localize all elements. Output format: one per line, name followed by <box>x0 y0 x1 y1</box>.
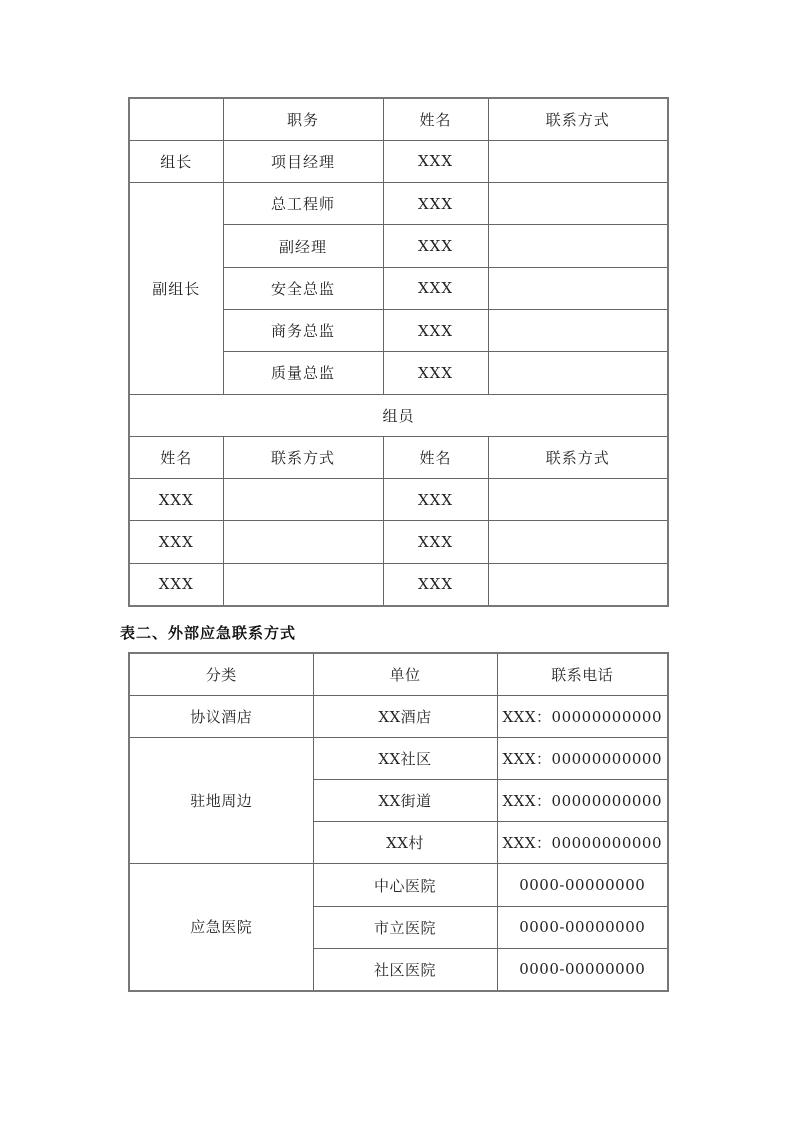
table-row-hotel <box>129 695 668 737</box>
member-name-cell: XXX <box>383 479 488 521</box>
leader-role-cell: 组长 <box>129 140 223 182</box>
unit-cell: 社区医院 <box>313 948 497 990</box>
unit-cell: XX村 <box>313 822 497 864</box>
phone-cell: 0000-00000000 <box>497 864 668 906</box>
header-cell-phone: 联系电话 <box>497 653 668 695</box>
deputy-name-cell: XXX <box>383 309 488 351</box>
deputy-position-cell: 副经理 <box>223 225 383 267</box>
unit-cell: 中心医院 <box>313 864 497 906</box>
member-contact-cell <box>488 521 668 563</box>
header-cell-category: 分类 <box>129 653 313 695</box>
table-row-member <box>129 521 668 563</box>
header-cell-position: 职务 <box>223 98 383 140</box>
external-contacts-table <box>128 652 669 992</box>
phone-cell: 0000-00000000 <box>497 948 668 990</box>
member-name-cell: XXX <box>129 521 223 563</box>
phone-cell: 0000-00000000 <box>497 906 668 948</box>
category-cell: 驻地周边 <box>129 737 313 864</box>
deputy-contact-cell <box>488 309 668 351</box>
deputy-contact-cell <box>488 267 668 309</box>
deputy-contact-cell <box>488 225 668 267</box>
deputy-name-cell: XXX <box>383 352 488 394</box>
header-cell-contact: 联系方式 <box>488 98 668 140</box>
table-row-member <box>129 479 668 521</box>
unit-cell: 市立医院 <box>313 906 497 948</box>
phone-cell: XXX：00000000000 <box>497 822 668 864</box>
members-section-row <box>129 394 668 436</box>
members-header-contact: 联系方式 <box>223 436 383 478</box>
members-section-label: 组员 <box>129 394 668 436</box>
table-header-row <box>129 98 668 140</box>
category-cell: 应急医院 <box>129 864 313 991</box>
member-contact-cell <box>488 563 668 605</box>
table-row-deputy <box>129 183 668 225</box>
members-header-contact: 联系方式 <box>488 436 668 478</box>
deputy-contact-cell <box>488 183 668 225</box>
member-name-cell: XXX <box>383 563 488 605</box>
member-contact-cell <box>223 479 383 521</box>
deputy-position-cell: 质量总监 <box>223 352 383 394</box>
table-row <box>129 864 668 906</box>
header-cell-blank <box>129 98 223 140</box>
table-header-row <box>129 653 668 695</box>
member-contact-cell <box>223 563 383 605</box>
table-row-leader <box>129 140 668 182</box>
members-header-row <box>129 436 668 478</box>
table2-title: 表二、外部应急联系方式 <box>120 624 297 642</box>
member-name-cell: XXX <box>129 479 223 521</box>
category-cell: 协议酒店 <box>129 695 313 737</box>
deputy-role-cell: 副组长 <box>129 183 223 394</box>
deputy-position-cell: 总工程师 <box>223 183 383 225</box>
deputy-name-cell: XXX <box>383 183 488 225</box>
member-name-cell: XXX <box>129 563 223 605</box>
emergency-team-table <box>128 97 669 607</box>
unit-cell: XX街道 <box>313 780 497 822</box>
members-header-name: 姓名 <box>383 436 488 478</box>
unit-cell: XX社区 <box>313 737 497 779</box>
member-contact-cell <box>223 521 383 563</box>
phone-cell: XXX：00000000000 <box>497 737 668 779</box>
deputy-position-cell: 安全总监 <box>223 267 383 309</box>
member-name-cell: XXX <box>383 521 488 563</box>
deputy-name-cell: XXX <box>383 225 488 267</box>
leader-contact-cell <box>488 140 668 182</box>
deputy-position-cell: 商务总监 <box>223 309 383 351</box>
phone-cell: XXX：00000000000 <box>497 695 668 737</box>
table-row <box>129 737 668 779</box>
header-cell-name: 姓名 <box>383 98 488 140</box>
phone-cell: XXX：00000000000 <box>497 780 668 822</box>
unit-cell: XX酒店 <box>313 695 497 737</box>
deputy-contact-cell <box>488 352 668 394</box>
member-contact-cell <box>488 479 668 521</box>
header-cell-unit: 单位 <box>313 653 497 695</box>
members-header-name: 姓名 <box>129 436 223 478</box>
leader-name-cell: XXX <box>383 140 488 182</box>
table-row-member <box>129 563 668 605</box>
deputy-name-cell: XXX <box>383 267 488 309</box>
leader-position-cell: 项目经理 <box>223 140 383 182</box>
